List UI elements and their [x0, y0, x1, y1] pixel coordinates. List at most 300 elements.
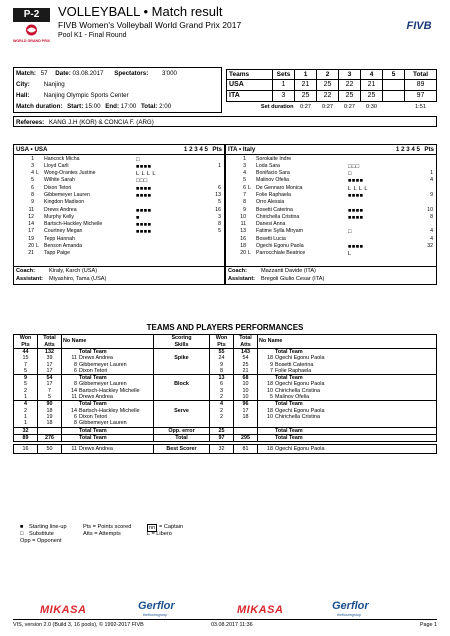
- score-header-total: Total: [405, 70, 437, 80]
- score-total: 97: [405, 91, 437, 102]
- left-name: Gibbemeyer Lauren: [79, 381, 127, 388]
- hdr-won-pts: [14, 335, 38, 349]
- right-player: [258, 444, 437, 453]
- legend-libero: L = Libero: [147, 531, 172, 537]
- right-atts: 21: [234, 368, 258, 375]
- player-points: 32: [427, 243, 433, 250]
- score-team: USA: [227, 80, 273, 91]
- footer-page: Page 1: [419, 622, 437, 628]
- left-atts: 132: [38, 349, 62, 356]
- player-points: 5: [218, 228, 221, 235]
- perf-opp-error-row: [14, 427, 437, 434]
- coach-label: Coach:: [16, 267, 35, 274]
- legend-starting: Starting line-up: [29, 524, 67, 530]
- score-header-row: [227, 70, 437, 80]
- right-no: 18: [267, 355, 273, 362]
- right-won: 4: [210, 401, 234, 408]
- left-name: Total Team: [79, 375, 107, 382]
- right-atts: 54: [234, 355, 258, 361]
- left-name: Drews Andrea: [79, 394, 113, 401]
- score-total: 89: [405, 80, 437, 91]
- right-won: 32: [210, 444, 234, 453]
- right-won: [210, 420, 234, 427]
- legend-substitute-icon: □: [20, 531, 24, 537]
- hdr-won-pts-line1: Won: [19, 335, 32, 342]
- right-atts: 10: [234, 394, 258, 401]
- legend-captain-icon: nn: [149, 524, 156, 531]
- left-name: Drews Andrea: [79, 445, 113, 452]
- fivb-logo: [398, 18, 440, 32]
- left-player: [62, 427, 154, 434]
- sets-label: 1 2 3 4 5: [183, 145, 208, 153]
- player-name: Bosetti Lucia: [256, 235, 286, 242]
- hdr-total-atts-right-line1: Total: [239, 335, 252, 342]
- match-label: Match:: [16, 70, 36, 77]
- left-no: 14: [71, 387, 77, 394]
- start-time: 15:00: [85, 103, 101, 110]
- hdr-total-atts-right-line2: Atts: [240, 341, 251, 348]
- right-no: 18: [267, 381, 273, 388]
- player-points: 5: [218, 199, 221, 206]
- right-atts: 81: [234, 444, 258, 453]
- left-name: Total Team: [79, 401, 107, 408]
- player-lineup: ■■■■: [348, 192, 364, 199]
- player-name: Wong-Orantes Justine: [44, 170, 96, 177]
- left-won: 1: [14, 414, 38, 420]
- hdr-no-name-right: No Name: [258, 335, 437, 349]
- left-won: 89: [14, 434, 38, 441]
- sponsor-gerflor-sub-2: theflooringroup: [337, 613, 361, 617]
- player-name: Dixon Tetori: [44, 184, 72, 191]
- skill-cell: [154, 349, 210, 356]
- right-no: 18: [267, 445, 273, 452]
- left-atts: 50: [38, 444, 62, 453]
- skill-cell: [154, 394, 210, 401]
- player-number: 17: [28, 228, 34, 235]
- player-libero: L: [248, 250, 251, 257]
- skill-cell: Spike: [154, 355, 210, 361]
- player-name: Lloyd Carli: [44, 162, 69, 169]
- perf-total-row: [14, 401, 437, 408]
- legend-substitute: Substitute: [29, 531, 54, 537]
- player-points: 16: [215, 206, 221, 213]
- performances-title: TEAMS AND PLAYERS PERFORMANCES: [146, 323, 304, 332]
- left-name: Bartsch-Hackley Michelle: [79, 387, 140, 394]
- set-duration-label: Set duration: [260, 104, 294, 111]
- score-header-set2: 2: [317, 70, 339, 80]
- skill-cell: Opp. error: [154, 427, 210, 434]
- assistant-label: Assistant:: [228, 276, 256, 283]
- assistant-name: Bregoli Giulio Cesar (ITA): [261, 276, 325, 283]
- team-title: ITA • Italy: [228, 145, 256, 153]
- sponsor-mikasa-2: MIKASA: [237, 604, 284, 616]
- right-name: Ogechi Egonu Paola: [275, 381, 325, 388]
- right-won: 3: [210, 388, 234, 394]
- player-number: 8: [31, 191, 34, 198]
- left-player: [62, 401, 154, 408]
- performances-table: [13, 334, 437, 454]
- right-player: [258, 434, 437, 441]
- left-won: 1: [14, 394, 38, 401]
- set-duration: 0:27: [300, 104, 311, 111]
- player-points: 6: [218, 184, 221, 191]
- right-no: 9: [270, 361, 273, 368]
- player-name: Bosetti Caterina: [256, 206, 293, 213]
- left-atts: [38, 427, 62, 434]
- player-name: De Gennaro Monica: [256, 184, 303, 191]
- player-number: 13: [240, 228, 246, 235]
- score-header-set4: 4: [361, 70, 383, 80]
- left-name: Total Team: [79, 434, 107, 441]
- player-number: 12: [28, 213, 34, 220]
- left-atts: 17: [38, 368, 62, 375]
- left-atts: 17: [38, 381, 62, 387]
- player-lineup: ■■■■: [136, 192, 152, 199]
- match-row: [16, 70, 177, 77]
- right-name: Total Team: [275, 401, 303, 408]
- player-lineup: □□□: [348, 163, 360, 170]
- left-name: Bartsch-Hackley Michelle: [79, 407, 140, 414]
- player-list: [14, 155, 224, 259]
- pts-label: Pts: [424, 145, 434, 153]
- score-header-sets: Sets: [273, 70, 295, 80]
- right-name: Total Team: [275, 349, 303, 355]
- player-number: 4: [243, 170, 246, 177]
- referees-value: KANG J.H (KOR) & CONCIA F. (ARG): [48, 118, 154, 126]
- city-label: City:: [16, 81, 30, 88]
- player-lineup: ■■■■: [136, 185, 152, 192]
- player-number: 5: [243, 177, 246, 184]
- right-atts: [234, 420, 258, 427]
- score-row-ita: [227, 91, 437, 102]
- hdr-total-atts-right: [234, 335, 258, 349]
- skill-cell: [154, 401, 210, 408]
- match-date: 03.08.2017: [72, 70, 104, 77]
- page-title: VOLLEYBALL • Match result: [58, 4, 223, 19]
- right-player: [258, 401, 437, 408]
- total-time: 2:00: [159, 103, 172, 110]
- player-points: 13: [215, 191, 221, 198]
- perf-player-row: [14, 368, 437, 375]
- hdr-total-atts-line1: Total: [43, 335, 56, 342]
- legend-pts: Pts = Points scored: [83, 524, 132, 530]
- set-duration: 0:30: [366, 104, 377, 111]
- player-libero: L: [36, 170, 39, 177]
- right-won: 2: [210, 414, 234, 420]
- player-lineup: ■: [136, 214, 140, 221]
- player-name: Murphy Kelly: [44, 213, 74, 220]
- score-set: 25: [339, 91, 361, 102]
- referees-label: Referees:: [16, 118, 45, 126]
- player-number: 1: [31, 155, 34, 162]
- player-lineup: □: [348, 229, 352, 236]
- score-team: ITA: [227, 91, 273, 102]
- left-no: 8: [74, 381, 77, 388]
- sets-label: 1 2 3 4 5: [395, 145, 420, 153]
- player-name: Malinov Ofelia: [256, 177, 289, 184]
- left-won: 5: [14, 381, 38, 387]
- player-lineup: □: [136, 156, 140, 163]
- player-number: 3: [243, 162, 246, 169]
- player-points: 9: [430, 191, 433, 198]
- right-name: Total Team: [275, 427, 303, 434]
- spectators-count: 3'000: [162, 70, 177, 77]
- right-name: Chirichella Cristina: [275, 414, 320, 421]
- right-player: [258, 368, 437, 375]
- left-won: 4: [14, 401, 38, 408]
- player-number: 19: [28, 235, 34, 242]
- score-set: [383, 80, 405, 91]
- right-won: 97: [210, 434, 234, 441]
- left-player: [62, 368, 154, 375]
- player-lineup: □: [348, 171, 352, 178]
- player-name: Folie Raphaela: [256, 191, 291, 198]
- sponsor-gerflor-1: Gerflor: [138, 600, 175, 612]
- right-atts: [234, 427, 258, 434]
- start-label: Start:: [67, 103, 84, 110]
- skill-cell: Serve: [154, 408, 210, 414]
- right-player: [258, 420, 437, 427]
- player-number: 1: [243, 155, 246, 162]
- right-no: 7: [270, 367, 273, 374]
- player-number: 21: [28, 250, 34, 257]
- left-won: 32: [14, 427, 38, 434]
- right-won: 55: [210, 349, 234, 356]
- skill-cell: Best Scorer: [154, 444, 210, 453]
- report-code: P-2: [13, 8, 50, 22]
- player-number: 5: [31, 177, 34, 184]
- left-atts: 39: [38, 355, 62, 361]
- set-duration-total: 1:51: [415, 104, 426, 111]
- left-player: [62, 434, 154, 441]
- player-lineup: ■■■■: [348, 178, 364, 185]
- left-atts: 5: [38, 394, 62, 401]
- left-name: Gibbemeyer Lauren: [79, 420, 127, 427]
- assistant-name: Miyashiro, Tama (USA): [49, 276, 107, 283]
- player-list: [226, 155, 436, 259]
- right-won: 8: [210, 368, 234, 375]
- player-libero: L: [248, 184, 251, 191]
- player-name: Ogechi Egonu Paola: [256, 243, 304, 250]
- player-name: Bartsch-Hackley Michelle: [44, 221, 103, 228]
- spectators-label: Spectators:: [114, 70, 149, 77]
- hall-row: [16, 92, 129, 99]
- player-name: Tapp Paige: [44, 250, 70, 257]
- player-name: Danesi Anna: [256, 221, 286, 228]
- set-duration-row: [227, 102, 437, 113]
- world-grand-prix-logo: [13, 23, 50, 45]
- team-title: USA • USA: [16, 145, 48, 153]
- left-won: 2: [14, 408, 38, 414]
- right-atts: 18: [234, 414, 258, 420]
- left-won: 16: [14, 444, 38, 453]
- total-label: Total:: [140, 103, 158, 110]
- right-won: 25: [210, 427, 234, 434]
- legend-starting-icon: ■: [20, 524, 24, 530]
- left-name: Dixon Tetori: [79, 367, 108, 374]
- left-atts: 276: [38, 434, 62, 441]
- player-number: 7: [243, 191, 246, 198]
- player-points: 4: [430, 228, 433, 235]
- player-lineup: L: [348, 251, 352, 258]
- perf-player-row: [14, 420, 437, 427]
- team-roster-ita: [225, 144, 437, 285]
- pool-name: Pool K1 - Final Round: [58, 32, 127, 39]
- skill-cell: [154, 420, 210, 427]
- event-name: FIVB Women's Volleyball World Grand Prix 2017: [58, 20, 242, 30]
- city-value: Nanjing: [43, 81, 65, 88]
- left-won: 15: [14, 355, 38, 361]
- footer-datetime: 03.08.2017 11:36: [211, 622, 253, 628]
- footer: [13, 622, 437, 628]
- right-no: 5: [270, 394, 273, 401]
- player-number: 16: [240, 235, 246, 242]
- player-lineup: ■■■■: [136, 163, 152, 170]
- score-set: [383, 91, 405, 102]
- player-row: [14, 251, 224, 258]
- coach-label: Coach:: [228, 267, 247, 274]
- player-points: 8: [218, 221, 221, 228]
- duration-row: [16, 103, 171, 110]
- legend-opp: Opp = Opponent: [20, 538, 62, 544]
- perf-grand-total-row: [14, 434, 437, 441]
- score-set: 25: [295, 91, 317, 102]
- player-name: Gibbemeyer Lauren: [44, 191, 90, 198]
- left-won: 44: [14, 349, 38, 356]
- perf-header-row: [14, 335, 437, 349]
- duration-label: Match duration:: [16, 103, 63, 110]
- player-points: 4: [430, 177, 433, 184]
- player-lineup: ■■■■: [348, 207, 364, 214]
- sponsor-gerflor-2: Gerflor: [332, 600, 369, 612]
- referees-row: [16, 119, 154, 126]
- left-no: 14: [71, 407, 77, 414]
- right-name: Total Team: [275, 434, 303, 441]
- right-name: Bosetti Caterina: [275, 361, 314, 368]
- left-no: 11: [71, 355, 77, 362]
- skill-cell: [154, 375, 210, 382]
- player-name: Drews Andrea: [44, 206, 77, 213]
- right-player: [258, 375, 437, 382]
- fivb-logo-text: FIVB: [406, 20, 432, 32]
- player-name: Parrocchiale Beatrice: [256, 250, 306, 257]
- right-atts: 10: [234, 381, 258, 387]
- left-name: Dixon Tetori: [79, 414, 108, 421]
- left-player: [62, 349, 154, 356]
- left-atts: 18: [38, 420, 62, 427]
- perf-total-row: [14, 375, 437, 382]
- right-won: 2: [210, 408, 234, 414]
- player-lineup: □□□: [136, 178, 148, 185]
- team-header: [14, 145, 224, 155]
- right-name: Chirichella Cristina: [275, 387, 320, 394]
- player-number: 11: [240, 221, 246, 228]
- right-atts: 295: [234, 434, 258, 441]
- player-name: Sorokaite Indre: [256, 155, 292, 162]
- coach-name: Mazzanti Davide (ITA): [261, 267, 316, 274]
- player-points: 8: [430, 213, 433, 220]
- left-won: 9: [14, 375, 38, 382]
- player-libero: L: [36, 243, 39, 250]
- score-header-set3: 3: [339, 70, 361, 80]
- score-header-teams: Teams: [227, 70, 273, 80]
- player-lineup: ■■■■: [136, 207, 152, 214]
- score-header-set5: 5: [383, 70, 405, 80]
- skill-cell: Total: [154, 434, 210, 441]
- left-name: Total Team: [79, 349, 107, 355]
- right-atts: 10: [234, 388, 258, 394]
- left-name: Drews Andrea: [79, 355, 113, 362]
- player-lineup: L L L L: [136, 171, 156, 178]
- legend: [20, 524, 220, 548]
- hdr-scoring-skills-line1: Scoring: [171, 335, 192, 342]
- skill-cell: Block: [154, 381, 210, 387]
- score-set: 21: [361, 80, 383, 91]
- right-won: 24: [210, 355, 234, 361]
- right-no: 10: [267, 387, 273, 394]
- player-points: 3: [218, 213, 221, 220]
- skill-cell: [154, 368, 210, 375]
- right-atts: 25: [234, 362, 258, 368]
- right-won: 6: [210, 381, 234, 387]
- right-atts: 17: [234, 408, 258, 414]
- match-number: 57: [40, 70, 48, 77]
- right-name: Ogechi Egonu Paola: [275, 445, 325, 452]
- player-number: 6: [31, 184, 34, 191]
- right-won: 2: [210, 394, 234, 401]
- left-atts: 17: [38, 362, 62, 368]
- player-number: 18: [240, 243, 246, 250]
- player-number: 14: [28, 221, 34, 228]
- left-no: 11: [71, 394, 77, 401]
- hdr-no-name: No Name: [62, 335, 154, 349]
- set-duration: [383, 102, 405, 113]
- score-sets: 3: [273, 91, 295, 102]
- right-no: 10: [267, 414, 273, 421]
- player-number: 20: [240, 250, 246, 257]
- pts-label: Pts: [212, 145, 222, 153]
- right-atts: 68: [234, 375, 258, 382]
- end-label: End:: [105, 103, 120, 110]
- player-number: 10: [240, 213, 246, 220]
- coach-row: [226, 266, 436, 275]
- player-name: Fatime Sylla Miryam: [256, 228, 303, 235]
- right-won: 13: [210, 375, 234, 382]
- player-name: Hancock Micha: [44, 155, 80, 162]
- coach-row: [14, 266, 224, 275]
- score-header-set1: 1: [295, 70, 317, 80]
- left-won: 1: [14, 420, 38, 427]
- city-row: [16, 81, 65, 88]
- legend-atts: Atts = Attempts: [83, 531, 121, 537]
- player-name: Orro Alessia: [256, 199, 285, 206]
- player-points: 10: [427, 206, 433, 213]
- hdr-scoring-skills: [154, 335, 210, 349]
- player-lineup: ■■■■: [136, 222, 152, 229]
- score-sets: 1: [273, 80, 295, 91]
- player-number: 20: [28, 243, 34, 250]
- left-atts: 18: [38, 408, 62, 414]
- player-name: Chirichella Cristina: [256, 213, 300, 220]
- player-number: 11: [28, 206, 34, 213]
- left-player: [62, 394, 154, 401]
- perf-total-row: [14, 349, 437, 356]
- player-number: 9: [31, 199, 34, 206]
- hdr-scoring-skills-line2: Skills: [174, 341, 189, 348]
- perf-player-row: [14, 394, 437, 401]
- player-lineup: ■■■■: [348, 214, 364, 221]
- perf-best-scorer-row: [14, 444, 437, 453]
